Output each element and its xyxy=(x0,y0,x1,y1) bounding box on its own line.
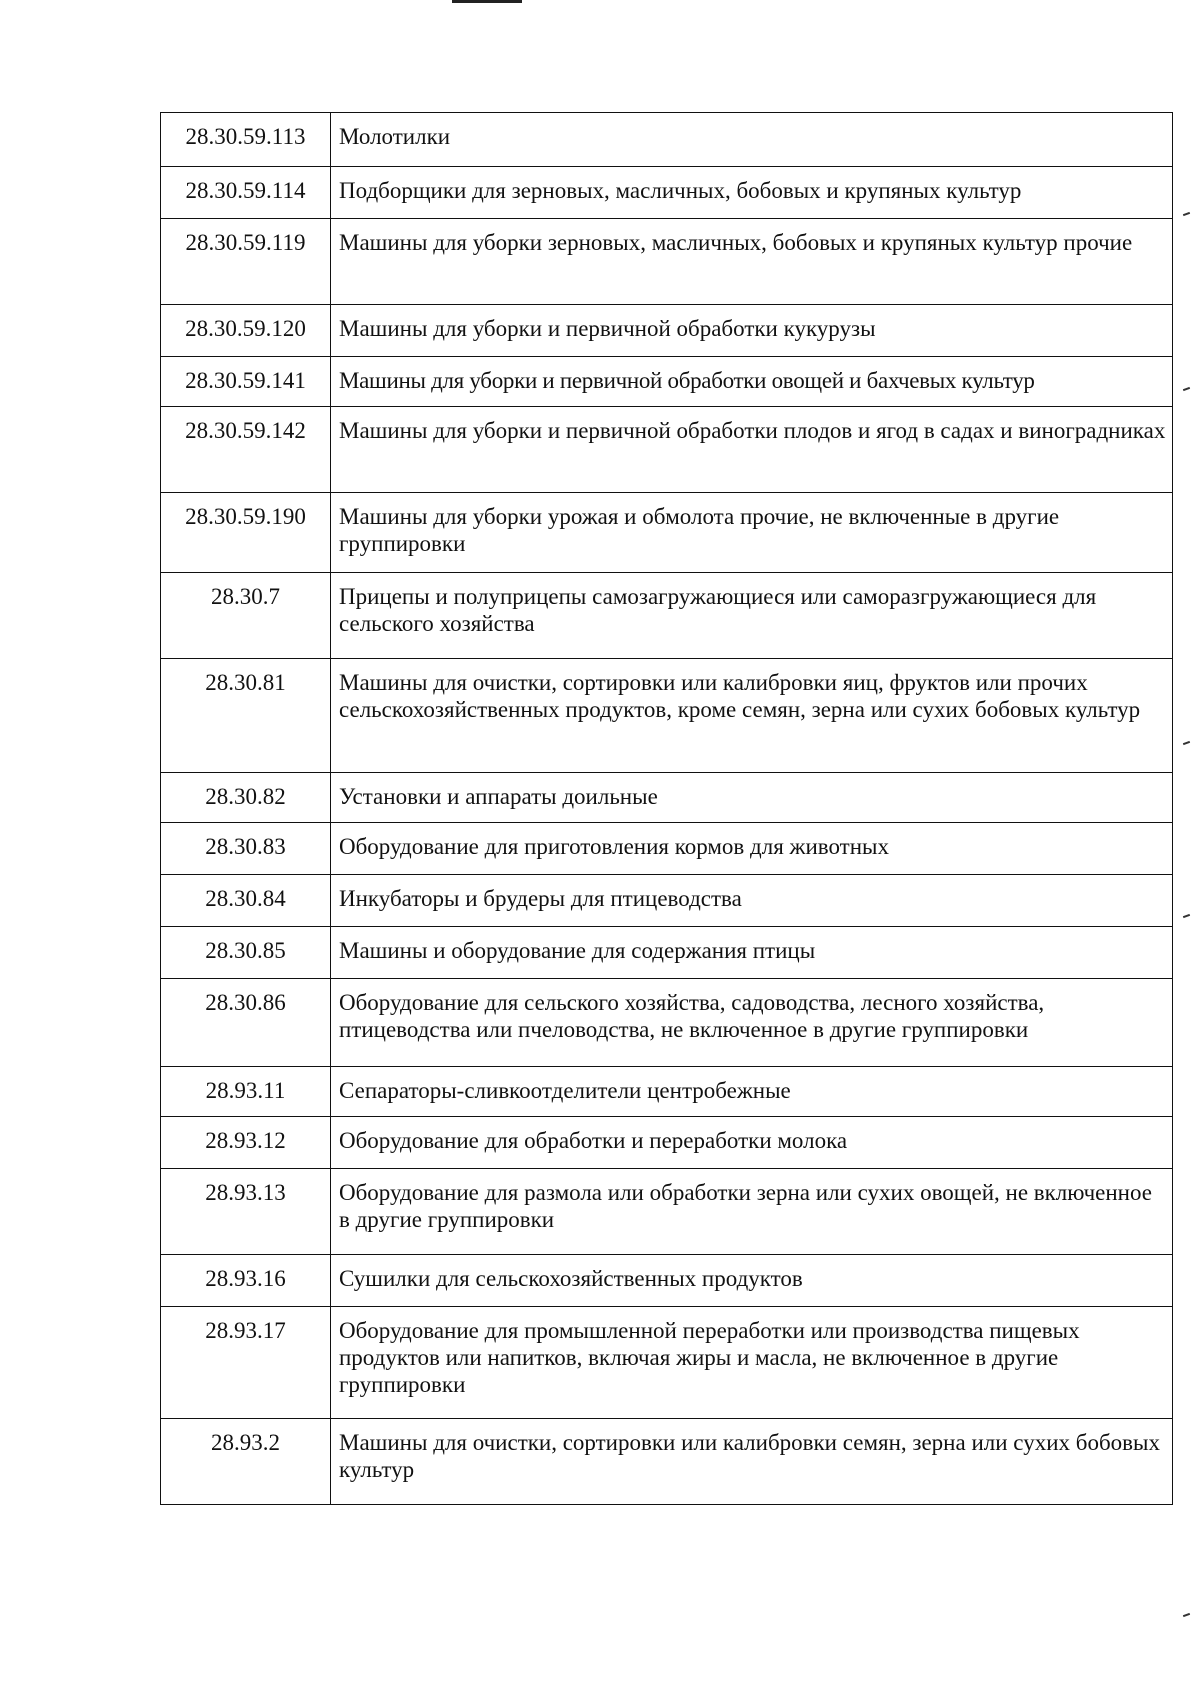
table-row xyxy=(161,305,1173,357)
description-cell: Молотилки xyxy=(331,113,1173,167)
table-row xyxy=(161,493,1173,573)
table-row xyxy=(161,1169,1173,1255)
description-cell: Сепараторы-сливкоотделители центробежные xyxy=(331,1067,1173,1117)
table-row xyxy=(161,167,1173,219)
code-cell: 28.30.85 xyxy=(161,927,331,979)
table-row xyxy=(161,1307,1173,1419)
code-cell: 28.93.17 xyxy=(161,1307,331,1419)
scan-edge-mark xyxy=(1183,387,1190,391)
code-cell: 28.93.12 xyxy=(161,1117,331,1169)
table-row xyxy=(161,1117,1173,1169)
description-cell: Сушилки для сельскохозяйственных продуктов xyxy=(331,1255,1173,1307)
description-cell: Машины для уборки и первичной обработки овощей и бахчевых культур xyxy=(331,357,1173,407)
description-cell: Машины для очистки, сортировки или калибровки яиц, фруктов или прочих сельскохозяйственных продуктов, кроме семян, зерна или сухих бобовых культур xyxy=(331,659,1173,773)
table-row xyxy=(161,1067,1173,1117)
code-cell: 28.30.59.141 xyxy=(161,357,331,407)
description-cell: Машины для уборки и первичной обработки плодов и ягод в садах и виноградниках xyxy=(331,407,1173,493)
table-row xyxy=(161,407,1173,493)
table-row xyxy=(161,979,1173,1067)
code-cell: 28.30.84 xyxy=(161,875,331,927)
description-cell: Машины и оборудование для содержания птицы xyxy=(331,927,1173,979)
scan-edge-mark xyxy=(1183,914,1190,918)
description-cell: Оборудование для обработки и переработки молока xyxy=(331,1117,1173,1169)
code-cell: 28.30.59.114 xyxy=(161,167,331,219)
table-row xyxy=(161,1255,1173,1307)
description-cell: Машины для уборки зерновых, масличных, бобовых и крупяных культур прочие xyxy=(331,219,1173,305)
scan-edge-mark xyxy=(1183,212,1190,216)
code-cell: 28.30.86 xyxy=(161,979,331,1067)
scan-top-mark xyxy=(452,0,522,3)
description-cell: Машины для очистки, сортировки или калибровки семян, зерна или сухих бобовых культур xyxy=(331,1419,1173,1505)
classification-table xyxy=(160,112,1173,1505)
table-row xyxy=(161,823,1173,875)
code-cell: 28.30.59.119 xyxy=(161,219,331,305)
description-cell: Машины для уборки и первичной обработки кукурузы xyxy=(331,305,1173,357)
scan-edge-mark xyxy=(1183,1613,1190,1617)
table-row xyxy=(161,1419,1173,1505)
code-cell: 28.30.82 xyxy=(161,773,331,823)
code-cell: 28.93.16 xyxy=(161,1255,331,1307)
code-cell: 28.30.59.142 xyxy=(161,407,331,493)
table-row xyxy=(161,659,1173,773)
code-cell: 28.30.59.113 xyxy=(161,113,331,167)
table-row xyxy=(161,927,1173,979)
code-cell: 28.30.83 xyxy=(161,823,331,875)
table-row xyxy=(161,573,1173,659)
description-cell: Оборудование для приготовления кормов для животных xyxy=(331,823,1173,875)
description-cell: Оборудование для промышленной переработки или производства пищевых продуктов или напитков, включая жиры и масла, не включенное в другие группировки xyxy=(331,1307,1173,1419)
table-row xyxy=(161,357,1173,407)
code-cell: 28.93.13 xyxy=(161,1169,331,1255)
code-cell: 28.93.2 xyxy=(161,1419,331,1505)
description-cell: Инкубаторы и брудеры для птицеводства xyxy=(331,875,1173,927)
code-cell: 28.30.59.190 xyxy=(161,493,331,573)
description-cell: Оборудование для сельского хозяйства, садоводства, лесного хозяйства, птицеводства или пчеловодства, не включенное в другие группировки xyxy=(331,979,1173,1067)
scan-edge-mark xyxy=(1183,741,1190,745)
description-cell: Установки и аппараты доильные xyxy=(331,773,1173,823)
description-cell: Подборщики для зерновых, масличных, бобовых и крупяных культур xyxy=(331,167,1173,219)
description-cell: Оборудование для размола или обработки зерна или сухих овощей, не включенное в другие группировки xyxy=(331,1169,1173,1255)
description-cell: Машины для уборки урожая и обмолота прочие, не включенные в другие группировки xyxy=(331,493,1173,573)
table-row xyxy=(161,113,1173,167)
table-row xyxy=(161,219,1173,305)
description-cell: Прицепы и полуприцепы самозагружающиеся или саморазгружающиеся для сельского хозяйства xyxy=(331,573,1173,659)
code-cell: 28.30.81 xyxy=(161,659,331,773)
code-cell: 28.93.11 xyxy=(161,1067,331,1117)
table-row xyxy=(161,875,1173,927)
code-cell: 28.30.59.120 xyxy=(161,305,331,357)
table-row xyxy=(161,773,1173,823)
code-cell: 28.30.7 xyxy=(161,573,331,659)
